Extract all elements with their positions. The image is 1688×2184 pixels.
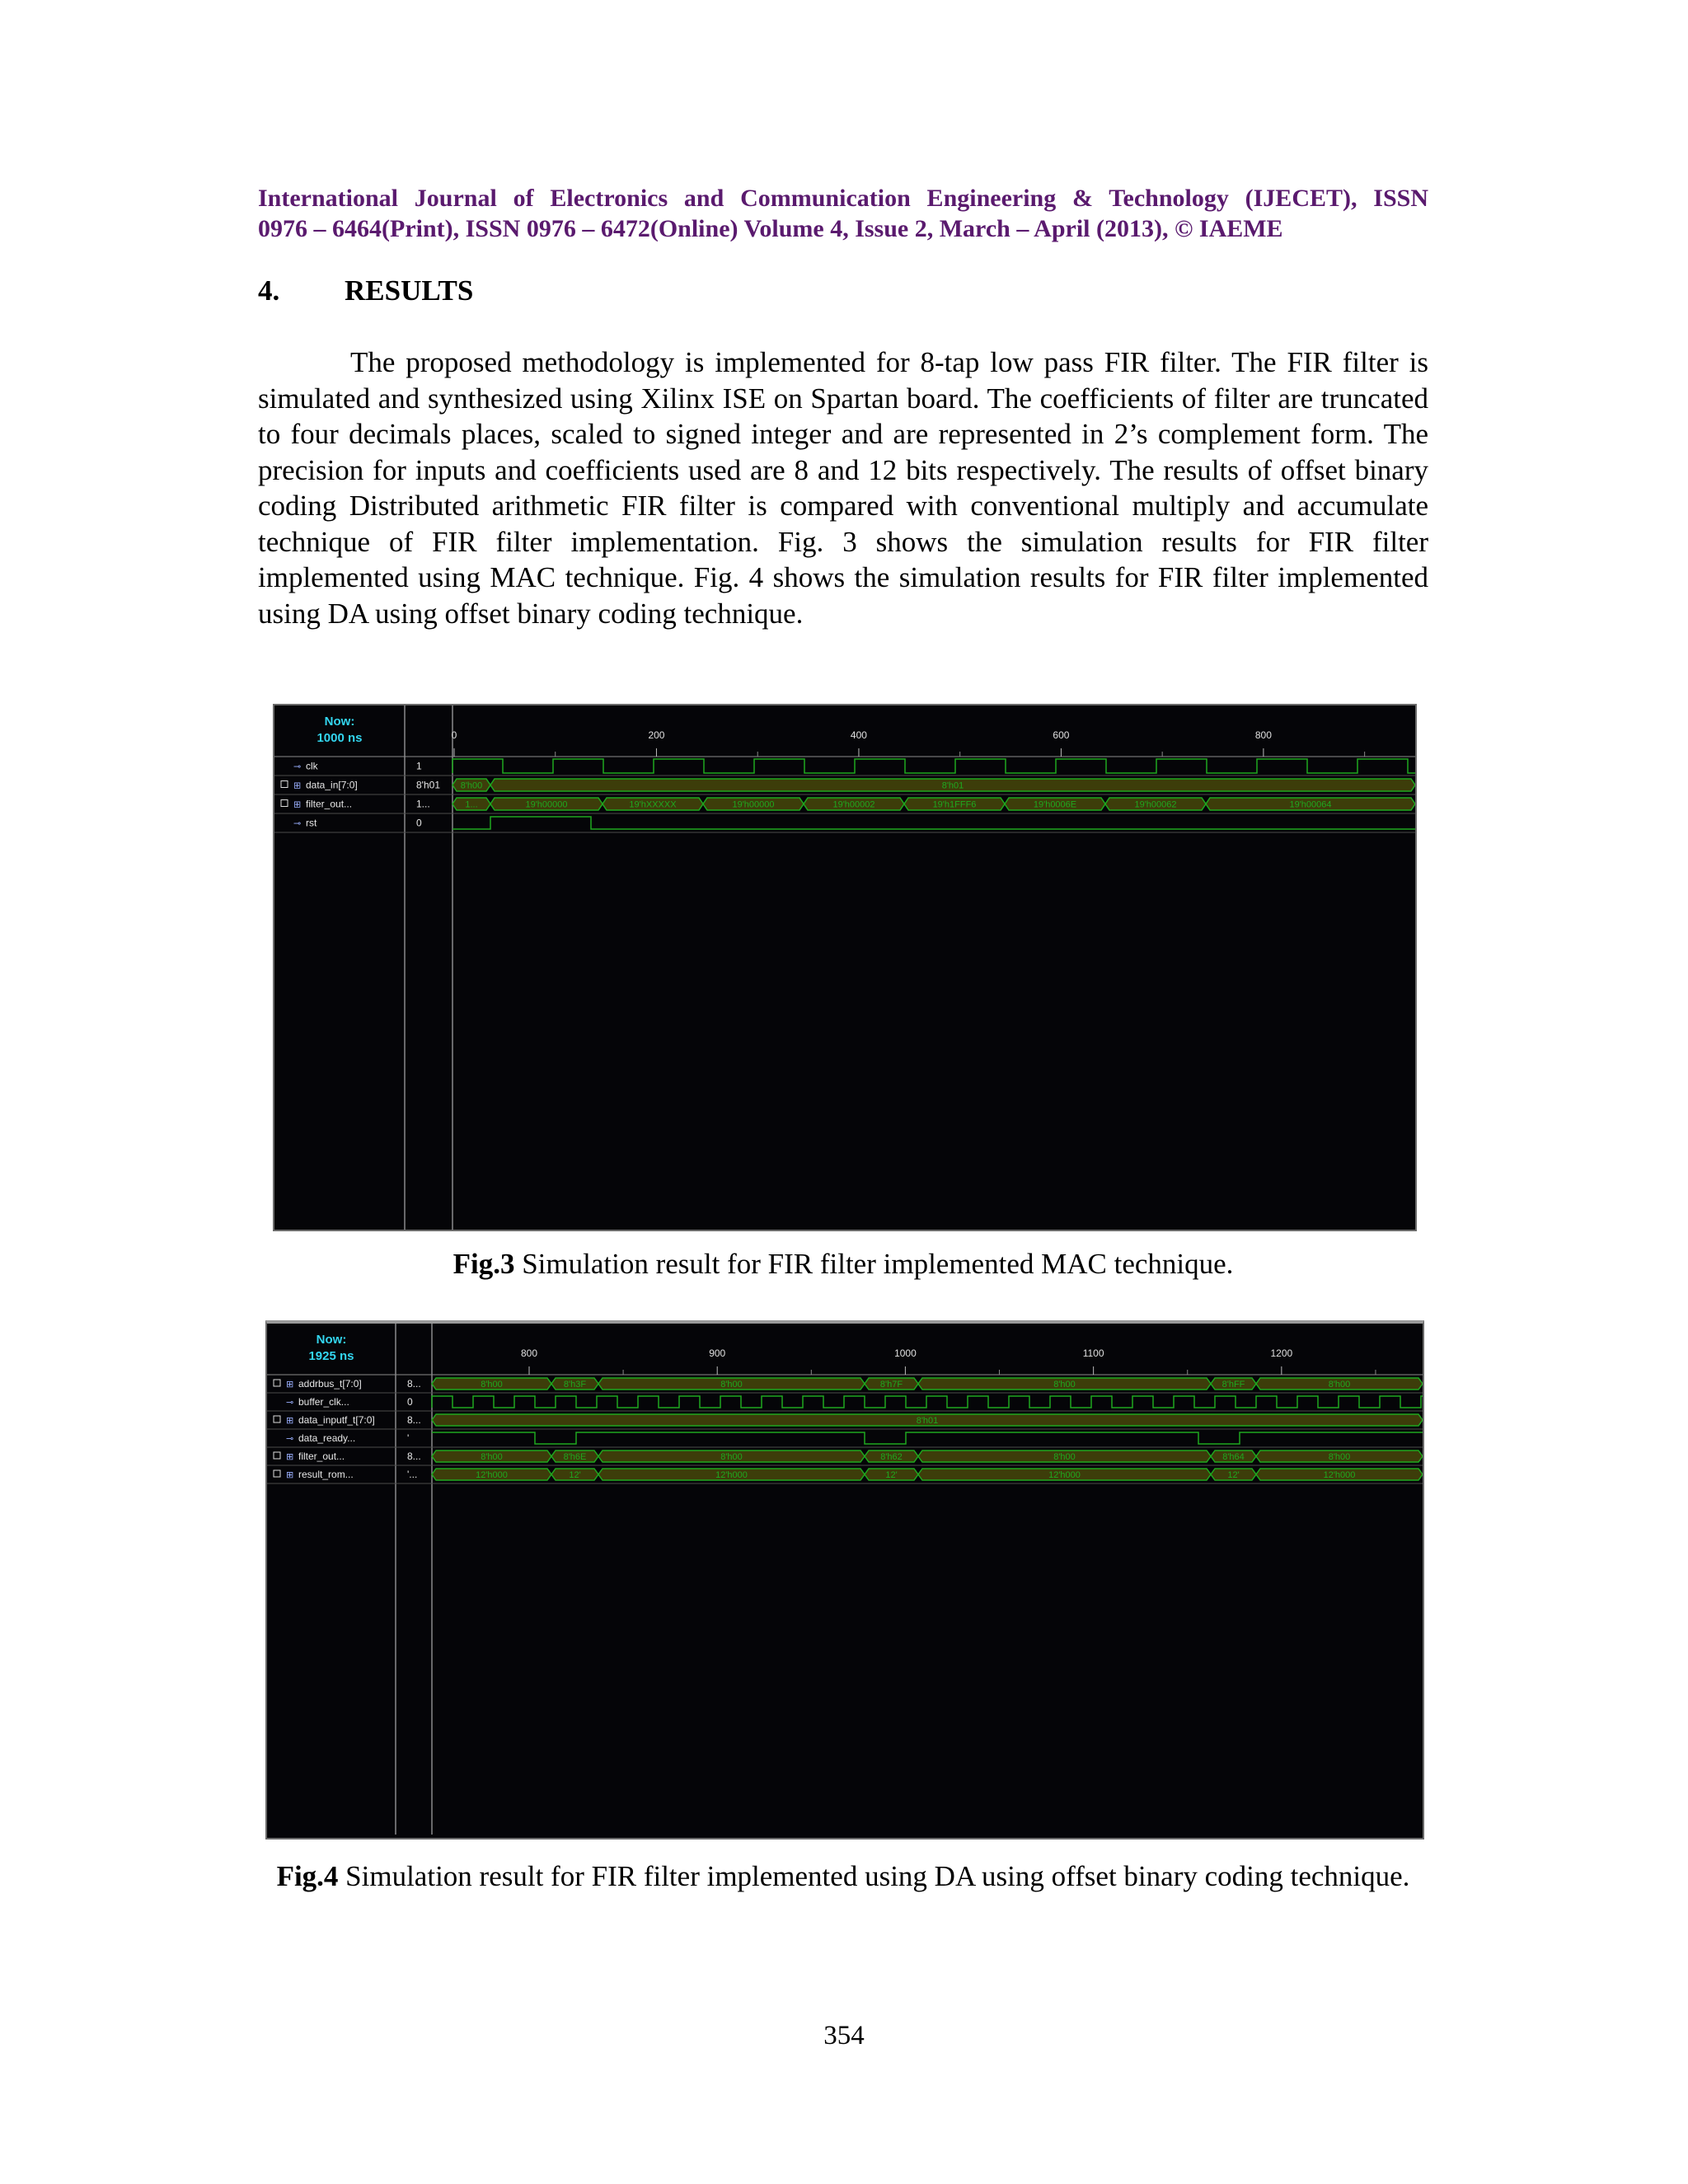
fig4-now-value: 1925 ns (308, 1349, 354, 1363)
fig3-time-tick-label: 600 (1053, 729, 1070, 741)
fig3-filter-out-seg-label: 19'hXXXXX (629, 799, 677, 810)
fig3-now-value: 1000 ns (316, 731, 363, 745)
fig3-expand-icon (281, 781, 288, 788)
fig4-time-tick-label: 1000 (894, 1347, 917, 1359)
fig4-signal-name: buffer_clk... (298, 1396, 349, 1408)
fig3-signal-value: 1... (416, 798, 430, 810)
fig4-filter-out-seg-label: 8'h6E (563, 1452, 587, 1462)
fig3-signal-value: 8'h01 (416, 779, 440, 791)
fig4-addrbus-seg-label: 8'h3F (563, 1380, 587, 1390)
fig4-filter-out-seg-label: 8'h64 (1222, 1452, 1245, 1462)
fig3-clk-wave (452, 759, 1415, 773)
fig3-filter-out-seg-label: 19'h00000 (525, 799, 568, 810)
fig3-signal-name: rst (306, 817, 317, 829)
fig4-time-tick-label: 900 (709, 1347, 726, 1359)
fig4-addrbus-seg-label: 8'h00 (720, 1380, 743, 1390)
fig3-expand-icon (281, 800, 288, 807)
fig4-bus-icon: ⊞ (286, 1452, 294, 1462)
fig3-data-in-seg-label: 8'h00 (460, 780, 483, 791)
fig4-caption-text: Simulation result for FIR filter implemented using DA using offset binary coding technique. (338, 1860, 1410, 1892)
fig3-caption-label: Fig.3 (452, 1248, 515, 1280)
fig4-time-tick-label: 800 (520, 1347, 538, 1359)
fig3-waveform (273, 704, 1417, 1231)
fig4-result-rom-seg-label: 12' (1227, 1470, 1240, 1480)
fig4-filter-out-seg-label: 8'h62 (880, 1452, 903, 1462)
fig4-waveform-canvas (267, 1324, 1423, 1835)
fig3-time-tick-label: 200 (648, 729, 665, 741)
fig4-bus-icon: ⊞ (286, 1470, 294, 1480)
fig4-addrbus-seg-label: 8'h00 (1328, 1380, 1351, 1390)
fig3-filter-out-seg-label: 19'h0006E (1033, 799, 1077, 810)
fig4-caption-label: Fig.4 (276, 1860, 339, 1892)
fig4-signal-value: 0 (407, 1396, 413, 1408)
fig4-bus-icon: ⊞ (286, 1380, 294, 1390)
journal-header (258, 183, 1428, 244)
fig4-result-rom-seg-label: 12' (569, 1470, 581, 1480)
fig4-expand-icon (274, 1470, 280, 1477)
fig4-expand-icon (274, 1380, 280, 1386)
paragraph-text: The proposed methodology is implemented for 8-tap low pass FIR filter. The FIR filter is simulated and synthesized using Xilinx ISE on Spartan board. The coefficients of filter are truncated to four decimals places, scaled to signed integer and are represented in 2’s complement form. The precision for inputs and coefficients used are 8 and 12 bits respectively. The results of offset binary coding Distributed arithmetic FIR filter is compared with conventional multiply and accumulate technique of FIR filter implementation. Fig. 3 shows the simulation results for FIR filter implemented using MAC technique. Fig. 4 shows the simulation results for FIR filter implemented using DA using offset binary coding technique. (258, 346, 1428, 630)
fig3-caption (258, 1248, 1428, 1281)
fig3-time-tick-label: 800 (1254, 729, 1272, 741)
fig4-time-tick-label: 1200 (1270, 1347, 1293, 1359)
fig4-filter-out-seg-label: 8'h00 (720, 1452, 743, 1462)
fig4-signal-name: data_inputf_t[7:0] (298, 1414, 375, 1426)
journal-header-line2: 0976 – 6464(Print), ISSN 0976 – 6472(Online) Volume 4, Issue 2, March – April (2013), © IAEME (258, 215, 1283, 242)
fig4-signal-name: filter_out... (298, 1451, 345, 1462)
fig4-addrbus-seg-label: 8'h00 (481, 1380, 503, 1390)
fig3-bit-icon: ⊸ (293, 762, 302, 772)
fig3-time-tick-label: 400 (850, 729, 867, 741)
journal-header-line1: International Journal of Electronics and Communication Engineering & Technology (IJECET), ISSN (258, 185, 1428, 212)
fig4-now-label: Now: (316, 1333, 347, 1347)
fig4-caption (258, 1858, 1428, 1895)
fig4-signal-name: data_ready... (298, 1432, 356, 1444)
section-number: 4. (258, 274, 280, 307)
fig4-filter-out-seg-label: 8'h00 (1053, 1452, 1076, 1462)
fig4-expand-icon (274, 1416, 280, 1422)
fig3-caption-text: Simulation result for FIR filter implemented MAC technique. (514, 1248, 1234, 1280)
fig4-signal-value: '... (407, 1469, 418, 1480)
results-paragraph (258, 344, 1428, 631)
fig3-waveform-canvas (274, 705, 1415, 1230)
fig3-now-label: Now: (324, 715, 355, 729)
fig3-filter-out-seg-label: 19'h1FFF6 (932, 799, 977, 810)
fig3-filter-out-seg-label: 19'h00002 (832, 799, 875, 810)
fig4-signal-value: 8... (407, 1414, 421, 1426)
fig4-signal-name: addrbus_t[7:0] (298, 1378, 362, 1390)
fig4-bit-icon: ⊸ (286, 1434, 294, 1444)
fig3-signal-value: 0 (416, 817, 422, 829)
fig4-addrbus-seg-label: 8'h7F (879, 1380, 903, 1390)
fig3-time-tick-label: 0 (451, 729, 457, 741)
fig4-data-input-seg-label: 8'h01 (916, 1416, 939, 1426)
fig4-signal-value: 8... (407, 1451, 421, 1462)
fig4-addrbus-seg-label: 8'hFF (1221, 1380, 1245, 1390)
fig3-signal-name: clk (306, 760, 318, 772)
section-title: RESULTS (345, 274, 474, 307)
fig4-filter-out-seg-label: 8'h00 (481, 1452, 503, 1462)
fig3-filter-out-seg-label: 19'h00064 (1289, 799, 1332, 810)
fig3-filter-out-seg-label: 19'h00000 (732, 799, 775, 810)
fig4-result-rom-seg-label: 12'h000 (1323, 1470, 1356, 1480)
fig3-bit-icon: ⊸ (293, 818, 302, 829)
fig3-signal-value: 1 (416, 760, 422, 772)
fig3-filter-out-seg-label: 1... (465, 799, 478, 810)
fig4-signal-value: ' (407, 1432, 410, 1444)
fig3-bus-icon: ⊞ (293, 780, 302, 791)
fig3-signal-name: data_in[7:0] (306, 779, 358, 791)
fig4-result-rom-seg-label: 12'h000 (1048, 1470, 1081, 1480)
fig4-addrbus-seg-label: 8'h00 (1053, 1380, 1076, 1390)
page-number: 354 (823, 2021, 865, 2050)
fig3-data-in-seg-label: 8'h01 (941, 780, 964, 791)
fig4-waveform (265, 1320, 1424, 1840)
fig4-data-ready-wave (432, 1432, 1423, 1444)
fig4-result-rom-seg-label: 12'h000 (715, 1470, 748, 1480)
fig4-result-rom-seg-label: 12'h000 (476, 1470, 508, 1480)
fig4-signal-name: result_rom... (298, 1469, 354, 1480)
fig4-result-rom-seg-label: 12' (885, 1470, 898, 1480)
fig3-rst-wave (452, 817, 1415, 829)
fig3-bus-icon: ⊞ (293, 799, 302, 810)
fig4-filter-out-seg-label: 8'h00 (1328, 1452, 1351, 1462)
fig4-time-tick-label: 1100 (1082, 1347, 1104, 1359)
fig4-buffer-clk-wave (432, 1396, 1423, 1408)
fig4-signal-value: 8... (407, 1378, 421, 1390)
fig4-expand-icon (274, 1452, 280, 1459)
fig3-signal-name: filter_out... (306, 798, 353, 810)
fig4-bus-icon: ⊞ (286, 1416, 294, 1426)
fig4-bit-icon: ⊸ (286, 1398, 294, 1408)
fig3-filter-out-seg-label: 19'h00062 (1134, 799, 1177, 810)
section-heading (258, 274, 473, 307)
